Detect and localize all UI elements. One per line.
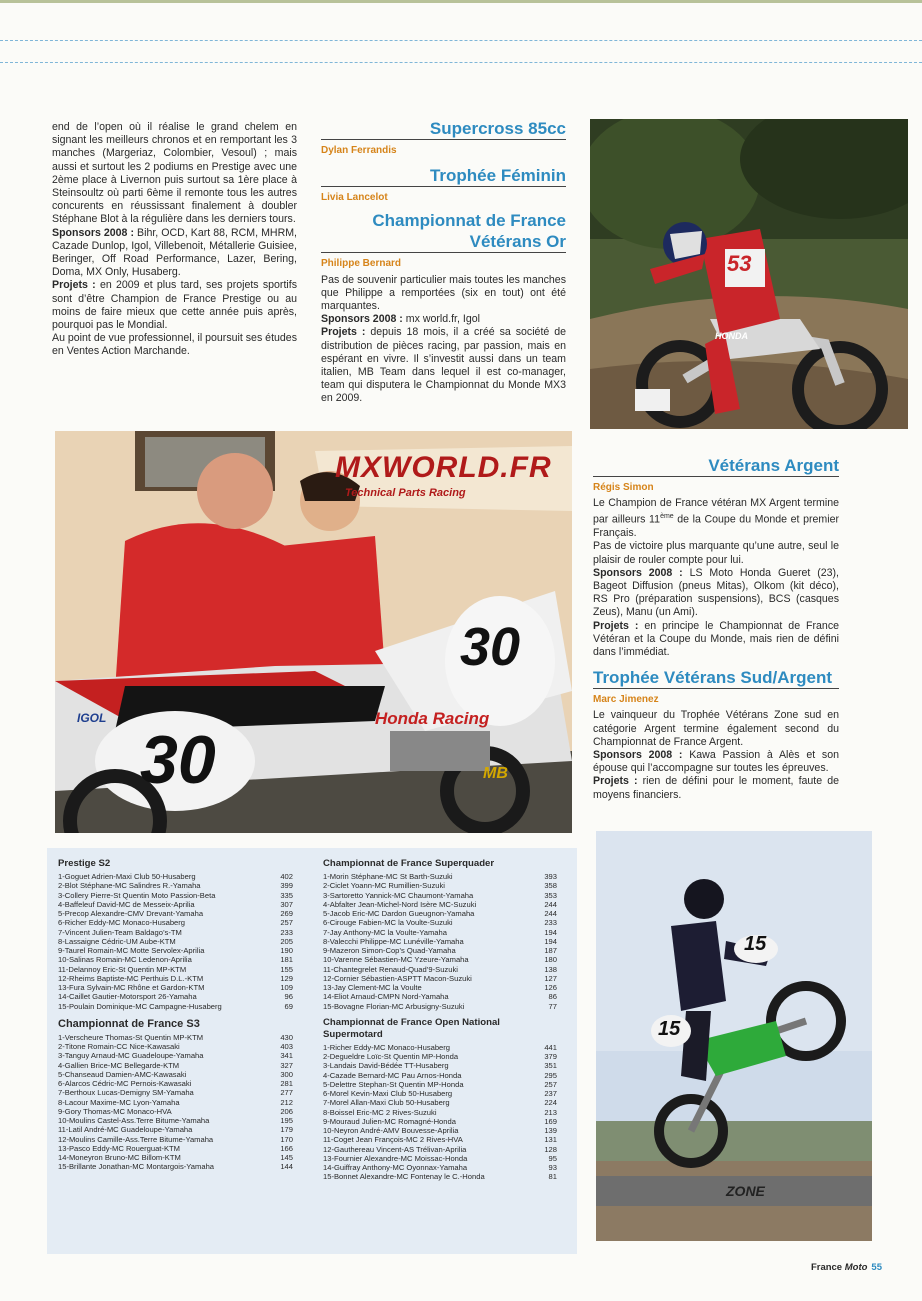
result-rider: 14-Guiffray Anthony-MC Oyonnax-Yamaha [323,1163,468,1172]
result-rider: 8-Valecchi Philippe-MC Lunéville-Yamaha [323,936,464,946]
heading-supercross: Supercross 85cc [429,119,566,138]
result-rider: 4-Abfalter Jean-Michel-Nord Isère MC-Suzuki [323,899,477,909]
veterans-argent-text [593,497,839,540]
result-row [323,1098,557,1107]
result-rider: 8-Boissel Eric-MC 2 Rives-Suzuki [323,1107,437,1117]
sponsors-text: Kawa Passion à Alès et son épouse qui l’accompagne sur toutes les épreuves. [593,748,839,775]
result-points: 213 [544,1107,557,1117]
result-row [323,946,557,955]
result-rider: 9-Mazeron Simon-Cop’s Quad-Yamaha [323,946,456,955]
rider-name: Philippe Bernard [321,258,402,270]
result-rider: 6-Cirouge Fabien-MC la Voulte-Suzuki [323,918,453,928]
heading-rule [593,688,839,689]
result-row [58,1153,293,1162]
result-row [58,1098,293,1107]
result-rider: 4-Cazade Bernard-MC Pau Arnos-Honda [323,1070,462,1080]
projets-label: Projets : [321,326,366,339]
result-row [58,1088,293,1097]
result-row [323,1043,557,1052]
result-row [58,955,293,964]
fence-banner: ZONE [726,1183,765,1199]
result-row [323,1080,557,1089]
result-rider: 10-Varenne Sébastien-MC Yzeure-Yamaha [323,955,469,965]
results-right-column [323,858,557,1182]
result-points: 257 [280,918,293,928]
result-row [323,1061,557,1070]
result-points: 353 [544,890,557,900]
sponsors-label: Sponsors 2008 : [593,566,683,579]
result-rider: 3-Landais David-Bédée TT-Husaberg [323,1061,449,1071]
result-points: 393 [544,872,557,881]
middle-text-column [321,118,566,406]
result-row [323,1089,557,1098]
result-row [323,1154,557,1163]
result-points: 195 [280,1116,293,1125]
banner-subtitle: Technical Parts Racing [345,487,466,499]
result-points: 341 [280,1051,293,1061]
result-points: 194 [544,936,557,946]
result-rider: 14-Eliot Arnaud-CMPN Nord-Yamaha [323,992,449,1002]
sponsors-label: Sponsors 2008 : [321,313,403,326]
result-row [58,900,293,909]
sponsors-paragraph [321,313,566,326]
result-row [323,1126,557,1135]
magazine-name-b: Moto [844,1262,868,1273]
result-row [323,1117,557,1126]
rider-name: Régis Simon [593,482,654,493]
result-points: 335 [280,890,293,900]
result-points: 399 [280,881,293,891]
result-rider: 15-Bonnet Alexandre-MC Fontenay le C.-Honda [323,1172,485,1182]
result-row [58,1162,293,1171]
result-row [323,955,557,964]
result-points: 187 [544,946,557,955]
result-points: 126 [544,983,557,992]
results-title-superquader: Championnat de France Superquader [323,858,495,869]
result-points: 269 [280,909,293,918]
left-text-column [52,121,297,359]
result-points: 403 [280,1042,293,1051]
results-box [47,848,577,1254]
result-row [58,891,293,900]
result-rider: 1-Verscheure Thomas-St Quentin MP-KTM [58,1032,204,1042]
mxworld-banner: MXWORLD.FR [335,451,552,484]
result-points: 69 [284,1001,293,1011]
veterans-argent-text-2: Pas de victoire plus marquante qu’une autre, seul le plaisir de rouler compte pour lui. [593,540,839,566]
result-points: 166 [280,1143,293,1153]
result-points: 131 [544,1135,557,1145]
result-points: 155 [280,964,293,974]
result-rider: 2-Ciclet Yoann-MC Rumillien-Suzuki [323,881,445,891]
result-row [58,983,293,992]
results-title-supermotard-line2: Supermotard [323,1028,383,1040]
result-rider: 10-Moulins Castel-Ass.Terre Bitume-Yamaha [58,1116,210,1125]
result-points: 127 [544,973,557,983]
result-rider: 9-Gory Thomas-MC Monaco-HVA [58,1106,172,1116]
result-rider: 7-Vincent Julien-Team Baldago’s-TM [58,927,182,937]
result-rider: 1-Richer Eddy-MC Monaco-Husaberg [323,1042,451,1052]
result-row [58,937,293,946]
result-row [58,1125,293,1134]
result-row [58,1051,293,1060]
results-title-supermotard-line1: Championnat de France Open National [323,1016,500,1028]
result-row [58,1070,293,1079]
result-row [323,881,557,890]
result-row [323,1108,557,1117]
result-rider: 1-Morin Stéphane-MC St Barth-Suzuki [323,872,453,881]
result-rider: 7-Berthoux Lucas-Demigny SM-Yamaha [58,1088,194,1098]
text-part: de la Coupe du Monde et premier Français. [593,513,839,540]
trophee-sud-text: Le vainqueur du Trophée Vétérans Zone sud en catégorie Argent termine également second du Championnat de France Argent. [593,709,839,748]
result-rider: 5-Delettre Stephan-St Quentin MP-Honda [323,1079,464,1089]
second-dashed-line [0,62,922,63]
pro-paragraph: Au point de vue professionnel, il poursuit ses études en Ventes Action Marchande. [52,332,297,358]
mb-logo: MB [483,765,508,782]
result-rider: 5-Precop Alexandre-CMV Drevant-Yamaha [58,909,204,918]
result-row [58,1061,293,1070]
result-points: 144 [280,1162,293,1172]
result-row [323,965,557,974]
result-points: 81 [548,1172,557,1182]
result-rider: 15-Poulain Dominique-MC Campagne-Husaberg [58,1001,222,1011]
sponsors-label: Sponsors 2008 : [593,748,683,761]
projets-paragraph [593,620,839,660]
result-row [58,872,293,881]
result-points: 170 [280,1134,293,1144]
page-number: 55 [871,1262,882,1273]
result-points: 206 [280,1106,293,1116]
ordinal-sup: ème [660,513,674,521]
result-points: 139 [544,1126,557,1135]
results-list-s3 [58,1033,293,1172]
result-row [58,918,293,927]
result-points: 109 [280,983,293,992]
result-row [323,1071,557,1080]
result-row [58,974,293,983]
bike-number-side: 15 [658,1018,681,1040]
result-points: 402 [280,872,293,881]
result-row [58,1135,293,1144]
result-points: 430 [280,1032,293,1042]
result-row [323,1145,557,1154]
result-rider: 6-Alarcos Cédric-MC Pernois-Kawasaki [58,1079,192,1088]
result-rider: 8-Lacour Maxime-MC Lyon-Yamaha [58,1097,180,1107]
sponsors-text: LS Moto Honda Gueret (23), Bageot Diffusion (pneus Mitas), Olkom (kit déco), RS Pro (préparation suspensions), BCS (casques Zeus), Manu (un Ami). [593,566,839,619]
result-points: 129 [280,973,293,983]
result-points: 233 [544,918,557,928]
result-points: 300 [280,1069,293,1079]
result-row [323,1135,557,1144]
result-points: 441 [544,1042,557,1052]
projets-text: rien de défini pour le moment, faute de moyens financiers. [593,775,839,801]
result-points: 138 [544,964,557,974]
result-rider: 12-Rheims Baptiste-MC Perthuis D.L.-KTM [58,973,204,983]
result-row [323,1172,557,1181]
result-rider: 9-Taurel Romain-MC Motte Servolex-Aprilia [58,946,205,955]
result-rider: 9-Mouraud Julien-MC Romagné-Honda [323,1116,456,1126]
result-points: 179 [280,1125,293,1135]
projets-label: Projets : [593,775,638,788]
result-points: 169 [544,1116,557,1126]
text-part: Le Champion de France vétéran MX Argent termine par ailleurs 11 [593,497,839,526]
results-title-prestige: Prestige S2 [58,858,111,869]
rider-name: Dylan Ferrandis [321,145,397,156]
sponsors-paragraph [593,749,839,775]
result-rider: 2-Degueldre Loïc-St Quentin MP-Honda [323,1052,459,1061]
result-row [323,891,557,900]
result-row [58,1079,293,1088]
right-text-column [593,455,839,802]
result-row [323,937,557,946]
result-points: 190 [280,946,293,955]
result-rider: 2-Titone Romain-CC Nice-Kawasaki [58,1042,180,1051]
result-points: 194 [544,927,557,937]
bike-number-front: 15 [744,933,767,955]
magazine-name-a: France [810,1262,845,1273]
result-rider: 2-Blot Stéphane-MC Salindres R.-Yamaha [58,881,201,891]
result-row [58,1002,293,1011]
projets-label: Projets : [52,279,96,292]
sponsors-text: Bihr, OCD, Kart 88, RCM, MHRM, Cazade Dunlop, Igol, Villebenoit, Métallerie Guisiee, Beringer, Off Road Performance, Lazer, Bering, Doma, MX Only, Husaberg. [52,226,297,279]
top-dashed-line [0,40,922,41]
result-rider: 11-Latil André-MC Guadeloupe-Yamaha [58,1125,193,1135]
result-rider: 3-Tanguy Arnaud-MC Guadeloupe-Yamaha [58,1051,204,1061]
sponsors-paragraph [52,227,297,280]
result-rider: 13-Fura Sylvain-MC Rhône et Gardon-KTM [58,983,205,992]
projets-paragraph [52,279,297,332]
bike-number-side: 30 [140,722,216,798]
result-rider: 7-Morel Allan-Maxi Club 50-Husaberg [323,1098,450,1108]
photo-rider-with-child [55,431,572,833]
result-points: 86 [548,992,557,1002]
result-rider: 3-Collery Pierre-St Quentin Moto Passion-Beta [58,890,216,900]
result-row [58,1107,293,1116]
result-points: 180 [544,955,557,965]
result-row [323,909,557,918]
result-rider: 6-Morel Kevin-Maxi Club 50-Husaberg [323,1089,453,1098]
result-points: 212 [280,1097,293,1107]
result-rider: 12-Cornier Sébastien-ASPTT Macon-Suzuki [323,973,472,983]
projets-paragraph [321,326,566,405]
result-rider: 6-Richer Eddy-MC Monaco-Husaberg [58,918,186,928]
result-rider: 5-Chanseaud Damien-AMC-Kawasaki [58,1069,187,1079]
top-color-bar [0,0,922,3]
result-points: 295 [544,1070,557,1080]
heading-veterans-or-line1: Championnat de France [372,211,566,231]
result-points: 233 [280,927,293,937]
result-rider: 4-Gallien Brice-MC Bellegarde-KTM [58,1060,180,1070]
result-row [323,918,557,927]
bike-number-front: 30 [460,617,521,677]
result-rider: 5-Jacob Eric-MC Dardon Gueugnon-Yamaha [323,909,475,918]
photo-rider-honda [590,119,908,429]
results-list-supermotard [323,1043,557,1182]
result-points: 244 [544,899,557,909]
result-rider: 14-Moneyron Bruno-MC Billom-KTM [58,1153,181,1162]
result-rider: 10-Neyron André-AMV Bouvesse-Aprilia [323,1126,459,1135]
heading-veterans-or-line2: Vétérans Or [469,232,566,252]
result-row [58,1042,293,1051]
veterans-or-text: Pas de souvenir particulier mais toutes les manches que Philippe a remportées (six en tout) ont été marquantes. [321,273,566,313]
honda-logo: HONDA [715,331,748,341]
result-row [58,1116,293,1125]
heading-rule [321,186,566,187]
result-rider: 4-Baffeleuf David-MC de Messeix-Aprilia [58,899,195,909]
heading-trophee-feminin: Trophée Féminin [429,166,566,186]
result-row [58,946,293,955]
result-points: 277 [280,1088,293,1098]
heading-trophee-sud-argent: Trophée Vétérans Sud/Argent [593,668,832,688]
result-points: 307 [280,899,293,909]
result-rider: 12-Gauthereau Vincent-AS Trélivan-Aprilia [323,1144,467,1154]
result-points: 128 [544,1144,557,1154]
projets-text: depuis 18 mois, il a créé sa société de distribution de pièces racing, par passion, mais en espérant en vivre. Il s’investit aussi dans un team italien, MB Team dans lequel il est co-manager, team qui disputera le Championnat du Monde MX3 en 2009. [321,326,567,405]
heading-rule [593,476,839,477]
results-list-superquader [323,872,557,1011]
heading-veterans-argent: Vétérans Argent [708,456,839,475]
result-points: 358 [544,881,557,891]
results-list-prestige [58,872,293,1011]
result-row [323,928,557,937]
page-footer [811,1262,882,1273]
projets-paragraph [593,775,839,801]
projets-label: Projets : [593,619,639,632]
result-rider: 11-Chantegrelet Renaud-Quad’9-Suzuki [323,964,458,974]
result-row [323,872,557,881]
result-rider: 15-Brillante Jonathan-MC Montargois-Yamaha [58,1162,215,1172]
result-row [323,900,557,909]
sponsors-paragraph [593,567,839,620]
result-rider: 3-Sartoretto Yannick-MC Chaumont-Yamaha [323,890,474,900]
results-title-s3: Championnat de France S3 [58,1017,200,1030]
result-rider: 15-Bovagne Florian-MC Arbusigny-Suzuki [323,1001,465,1011]
projets-text: en principe le Championnat de France Vétéran et la Coupe du Monde, mais rien de défini dans l’immédiat. [593,619,840,658]
result-rider: 11-Coget Jean François-MC 2 Rives-HVA [323,1135,463,1145]
result-rider: 12-Moulins Camille-Ass.Terre Bitume-Yamaha [58,1134,214,1144]
result-row [323,1163,557,1172]
rider-name: Marc Jimenez [593,694,659,706]
heading-rule [321,139,566,140]
result-row [58,1033,293,1042]
honda-racing-logo: Honda Racing [375,709,490,728]
result-points: 327 [280,1060,293,1070]
result-rider: 14-Caillet Gautier-Motorsport 26-Yamaha [58,992,197,1002]
result-rider: 10-Salinas Romain-MC Ledenon-Aprilia [58,955,192,965]
result-points: 244 [544,909,557,918]
result-points: 145 [280,1153,293,1162]
result-points: 205 [280,936,293,946]
result-rider: 13-Pasco Eddy-MC Rouerguat-KTM [58,1143,180,1153]
result-row [58,965,293,974]
result-points: 224 [544,1098,557,1108]
results-left-column [58,858,293,1172]
result-points: 77 [548,1001,557,1011]
projets-text: en 2009 et plus tard, ses projets sportifs sont d’être Champion de France Prestige ou au moins de faire mieux que cette année puis après, pourquoi pas le Mondial. [52,279,297,332]
result-points: 96 [284,992,293,1002]
heading-rule [321,252,566,253]
result-points: 95 [548,1153,557,1163]
result-points: 351 [544,1061,557,1071]
sponsors-text: mx world.fr, Igol [402,313,480,326]
result-rider: 7-Jay Anthony-MC la Voulte-Yamaha [323,927,447,937]
result-row [323,1052,557,1061]
result-points: 379 [544,1052,557,1061]
rider-bib: 53 [727,251,752,276]
result-row [58,881,293,890]
sponsors-label: Sponsors 2008 : [52,226,135,239]
photo-rider-kawasaki-jump [596,831,872,1241]
result-rider: 13-Jay Clement-MC la Voulte [323,983,422,992]
result-points: 237 [544,1089,557,1098]
rider-name: Livia Lancelot [321,192,388,204]
result-row [58,1144,293,1153]
result-row [323,974,557,983]
result-row [58,909,293,918]
igol-logo: IGOL [77,711,107,725]
result-rider: 1-Goguet Adrien-Maxi Club 50-Husaberg [58,872,196,881]
result-row [323,1002,557,1011]
result-rider: 8-Lassaigne Cédric-UM Aube-KTM [58,936,176,946]
result-row [58,928,293,937]
result-row [58,992,293,1001]
result-row [323,992,557,1001]
result-points: 181 [280,955,293,965]
result-rider: 11-Delannoy Eric-St Quentin MP-KTM [58,964,187,974]
result-row [323,983,557,992]
result-points: 281 [280,1079,293,1088]
intro-paragraph: end de l’open où il réalise le grand chelem en signant les meilleurs chronos et en remportant les 3 manches (Margeriaz, Colombier, Vesoul) ; mais aussi et surtout les 2 podiums en Prestige avec une 2ème place à Livernon puis surtout sa 1ère place à Steinsoultz où parti 6ème il remonte tous les autres concurents en réussissant finalement à doubler Stéphane Blot à la régulière dans les derniers tours. [52,121,297,226]
result-points: 93 [548,1163,557,1172]
result-points: 257 [544,1079,557,1089]
result-rider: 13-Fournier Alexandre-MC Moissac-Honda [323,1153,468,1163]
